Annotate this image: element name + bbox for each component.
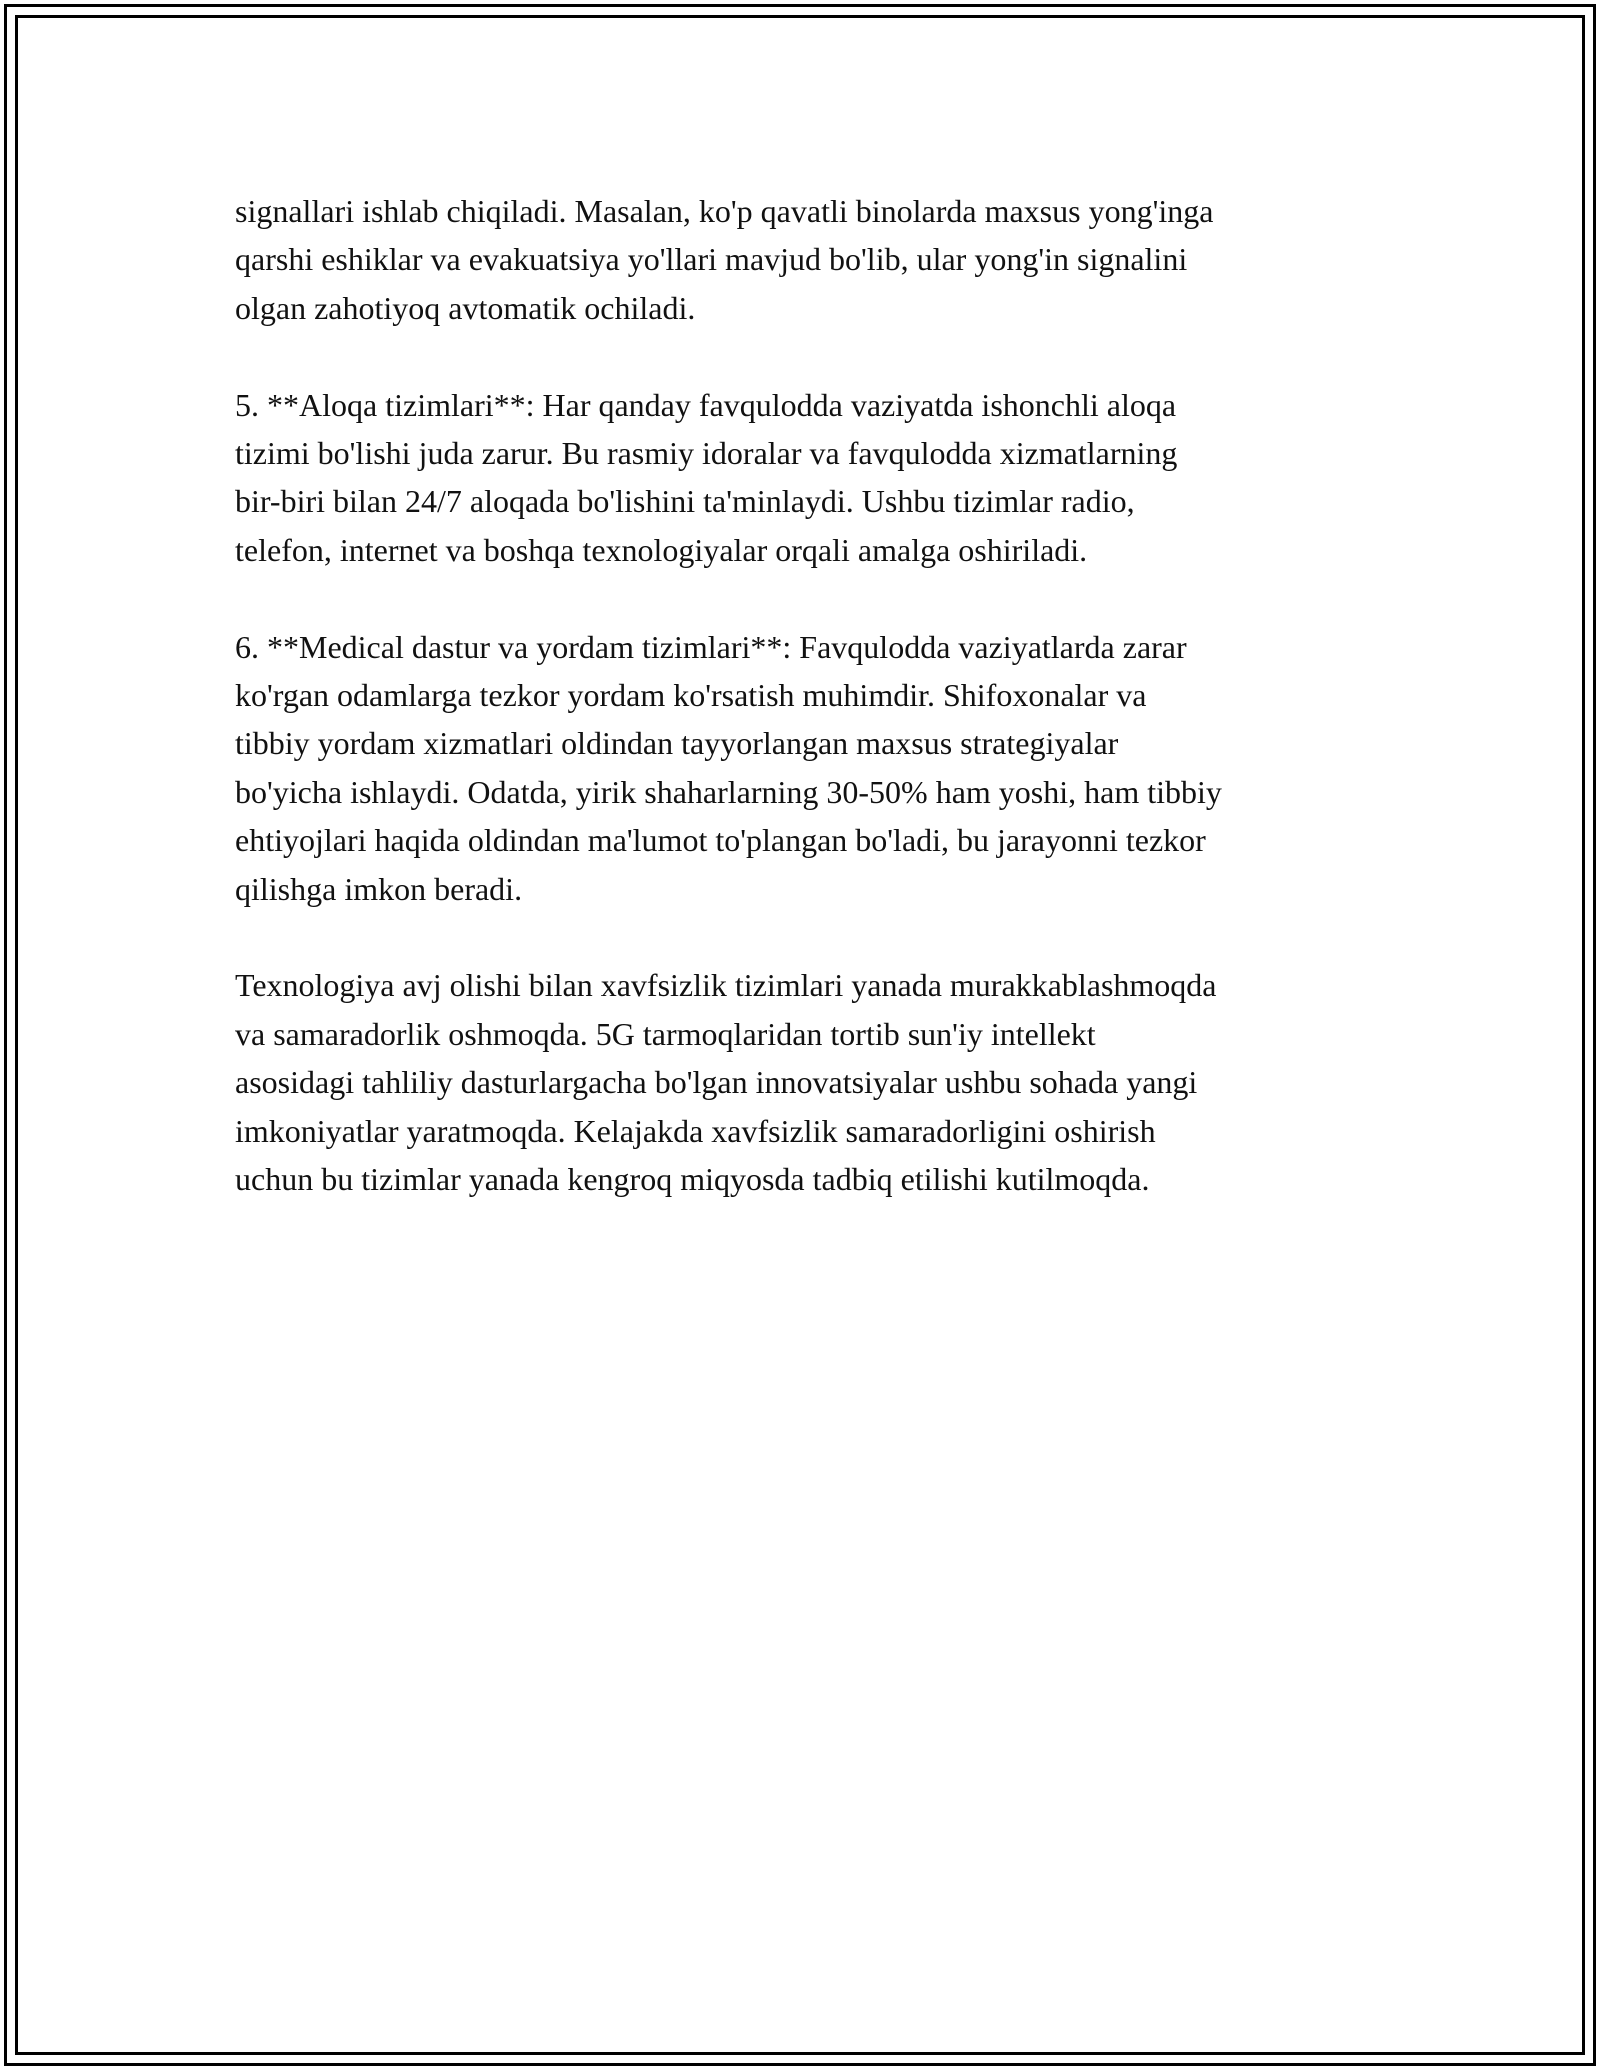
text-line: tizimi bo'lishi juda zarur. Bu rasmiy idoralar va favqulodda xizmatlarning [235,435,1178,472]
text-line: uchun bu tizimlar yanada kengroq miqyosda tadbiq etilishi kutilmoqda. [235,1161,1150,1198]
text-line: imkoniyatlar yaratmoqda. Kelajakda xavfsizlik samaradorligini oshirish [235,1112,1156,1149]
text-line: bo'yicha ishlaydi. Odatda, yirik shaharlarning 30-50% ham yoshi, ham tibbiy [235,773,1222,810]
text-line: 6. **Medical dastur va yordam tizimlari**: Favqulodda vaziyatlarda zarar [235,628,1187,665]
text-line: bir-biri bilan 24/7 aloqada bo'lishini ta'minlaydi. Ushbu tizimlar radio, [235,483,1135,520]
text-line: asosidagi tahliliy dasturlargacha bo'lgan innovatsiyalar ushbu sohada yangi [235,1064,1198,1101]
text-line: olgan zahotiyoq avtomatik ochiladi. [235,289,696,326]
paragraph-medical-systems [235,623,1415,913]
paragraph-fire-doors [235,187,1415,332]
text-line: tibbiy yordam xizmatlari oldindan tayyorlangan maxsus strategiyalar [235,725,1119,762]
text-line: va samaradorlik oshmoqda. 5G tarmoqlaridan tortib sun'iy intellekt [235,1015,1096,1052]
text-line: ehtiyojlari haqida oldindan ma'lumot to'plangan bo'ladi, bu jarayonni tezkor [235,822,1206,859]
text-line: 5. **Aloqa tizimlari**: Har qanday favqulodda vaziyatda ishonchli aloqa [235,386,1177,423]
paragraph-communication-systems [235,381,1415,575]
text-line: signallari ishlab chiqiladi. Masalan, ko'p qavatli binolarda maxsus yong'inga [235,193,1214,229]
text-line: qilishga imkon beradi. [235,870,523,907]
document-body [235,187,1415,1252]
paragraph-technology-conclusion [235,961,1415,1203]
text-line: Texnologiya avj olishi bilan xavfsizlik tizimlari yanada murakkablashmoqda [235,967,1217,1004]
text-line: ko'rgan odamlarga tezkor yordam ko'rsatish muhimdir. Shifoxonalar va [235,677,1147,714]
text-line: qarshi eshiklar va evakuatsiya yo'llari mavjud bo'lib, ular yong'in signalini [235,241,1188,278]
text-line: telefon, internet va boshqa texnologiyalar orqali amalga oshiriladi. [235,531,1088,568]
